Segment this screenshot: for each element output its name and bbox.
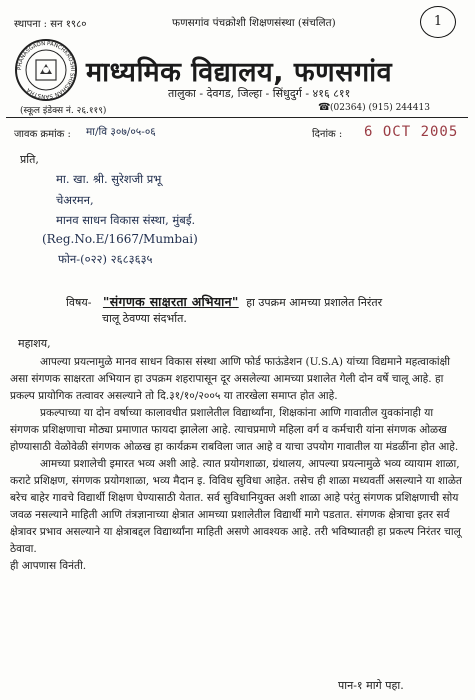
established-text: स्थापना : सन १९८० [14, 19, 87, 30]
salutation: महाशय, [18, 337, 51, 350]
society-name: फणसगांव पंचक्रोशी शिक्षणसंस्था (संचलित) [172, 17, 336, 29]
body-paragraph: आपल्या प्रयत्नामुळे मानव साधन विकास संस्था आणि फोर्ड फाऊंडेशन (U.S.A) यांच्या विद्यमाने महत्वाकांक्षी असा संगणक साक्षरता अभियान हा उपक्रम शहरापासून दूर असलेल्या आमच्या प्रशालेत गेली दोन वर्षे चालू आहे. हा प्रकल्प प्रायोगिक तत्वावर असल्याने तो दि.३१/१०/२००५ या तारखेला समाप्त होत आहे. [10, 356, 450, 402]
body-paragraph: आमच्या प्रशालेची इमारत भव्य अशी आहे. त्यात प्रयोगशाळा, ग्रंथालय, आपल्या प्रयत्नामुळे भव्य व्यायाम शाळा, कराटे प्रशिक्षण, संगणक प्रयोगशाळा, भव्य मैदान इ. विविध सुविधा आहेत. तसेच ही शाळा मध्यवर्ती असल्याने या शाळेत बरेच बाहेर गावचे विद्यार्थी शिक्षण घेण्यासाठी येतात. सर्व सुविधानियुक्त अशी शाळा आहे परंतु संगणक प्रशिक्षणाची सोय जवळ नसल्याने माहिती आणि तंत्रज्ञानाच्या क्षेत्रात आमच्या प्रशालेतील विद्यार्थी मागे पडतात. संगणक क्षेत्राचा इतर सर्व क्षेत्रावर प्रभाव असल्याने या क्षेत्राबद्दल विद्यार्थ्यांना माहिती असणे आवश्यक आहे. तरी भविष्यातही हा प्रकल्प निरंतर चालू ठेवावा. [10, 458, 462, 555]
subject-line-2: चालू ठेवण्या संदर्भात. [102, 312, 187, 325]
letter-body [10, 354, 465, 575]
recipient-reg: (Reg.No.E/1667/Mumbai) [42, 232, 198, 246]
recipient-title: चेअरमन, [56, 193, 94, 207]
recipient-phone: फोन-(०२२) २६८३६३५ [58, 252, 153, 266]
page-number: 1 [420, 6, 456, 38]
to-label: प्रति, [20, 153, 39, 166]
svg-text:PHANASGAON PANCHKROSHI SHIKSHA: PHANASGAON PANCHKROSHI SHIKSHAN SANSTHA [16, 40, 76, 100]
subject-line [66, 293, 382, 310]
closing-request: ही आपणास विनंती. [10, 560, 87, 572]
recipient-org: मानव साधन विकास संस्था, मुंबई. [56, 213, 196, 227]
school-index: (स्कूल इंडेक्स नं. २६.११९) [20, 106, 107, 116]
date-label: दिनांक : [312, 129, 343, 140]
phone-numbers: (02364) (915) 244413 [330, 103, 430, 113]
page-continue-note: पान-१ मागे पहा. [338, 679, 404, 692]
school-address: तालुका - देवगड, जिल्हा - सिंधुदुर्ग - ४१६ ८११ [168, 87, 351, 100]
header-rule [6, 117, 468, 118]
date-stamp: 6 OCT 2005 [364, 124, 459, 140]
body-paragraph: प्रकल्पाच्या या दोन वर्षाच्या कालावधीत प्रशालेतील विद्यार्थ्यांना, शिक्षकांना आणि गावातील युवकांनाही या संगणक प्रशिक्षणाचा मोठ्या प्रमाणात फायदा झालेला आहे. त्याचप्रमाणे महिला वर्ग व कर्मचारी यांना संगणक ओळख होण्यासाठी वेळोवेळी संगणक ओळख हा कार्यक्रम राबविला जात आहे व याचा उपयोग गावातील या मंडळींना होत आहे. [10, 407, 459, 453]
subject-label: विषय- [66, 296, 92, 309]
recipient-name: मा. खा. श्री. सुरेशजी प्रभू [56, 172, 162, 186]
ref-number: मा/वि ३०७/०५-०६ [86, 126, 156, 138]
phone-icon: ☎ [318, 102, 331, 113]
school-seal-logo [14, 38, 78, 102]
school-name: माध्यमिक विद्यालय, फणसगांव [86, 57, 393, 88]
subject-rest: हा उपक्रम आमच्या प्रशालेत निरंतर [246, 296, 383, 309]
ref-label: जावक क्रमांक : [14, 129, 71, 140]
subject-title: "संगणक साक्षरता अभियान" [102, 294, 239, 309]
